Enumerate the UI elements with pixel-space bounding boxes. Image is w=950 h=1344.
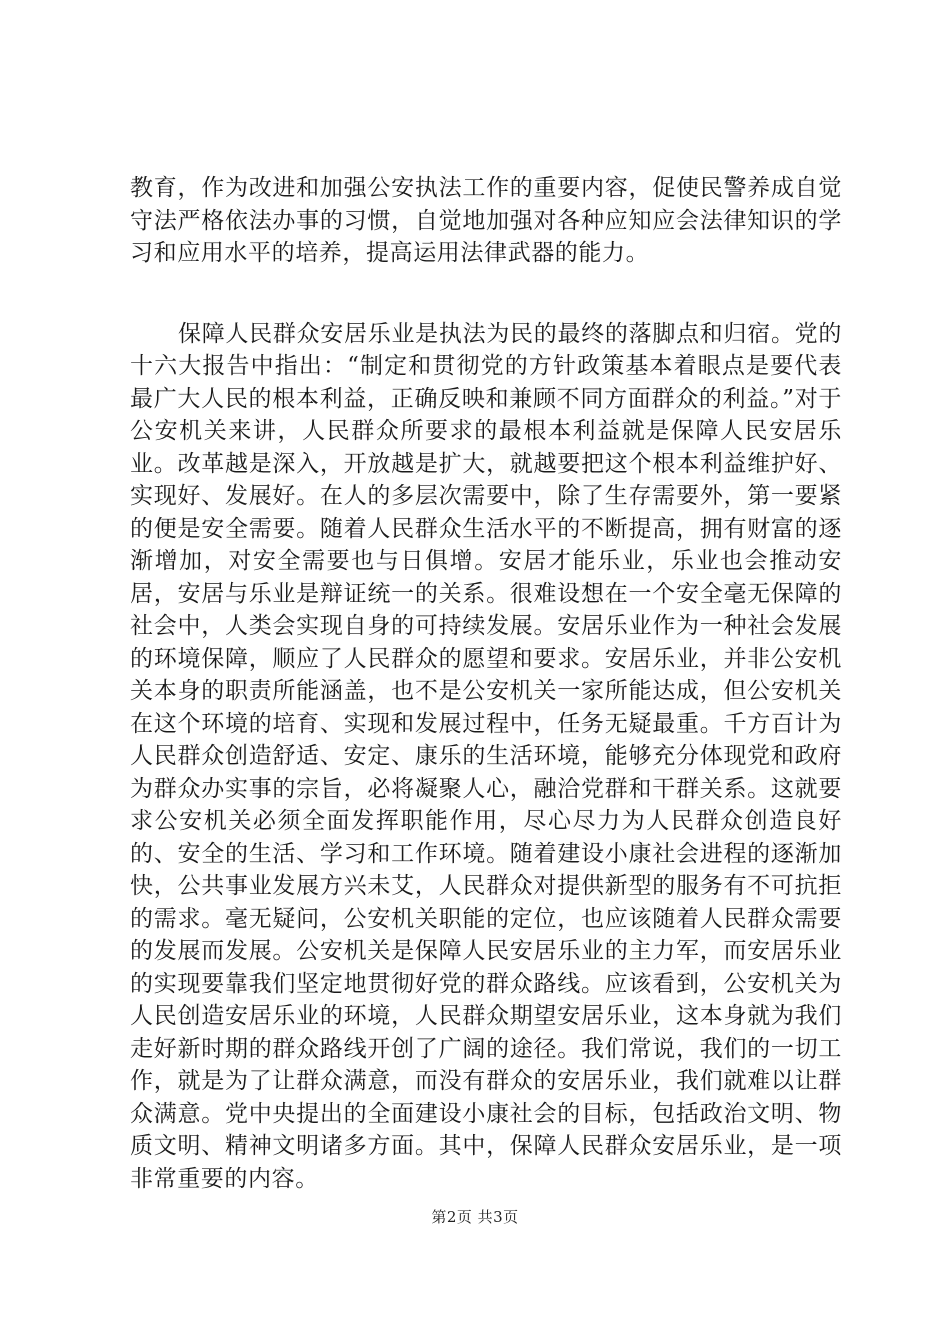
paragraph-main: 保障人民群众安居乐业是执法为民的最终的落脚点和归宿。党的十六大报告中指出：“制定和贯彻党的方针政策基本着眼点是要代表最广大人民的根本利益，正确反映和兼顾不同方面群众的利益。”对于公安机关来讲，人民群众所要求的最根本利益就是保障人民安居乐业。改革越是深入，开放越是扩大，就越要把这个根本利益维护好、实现好、发展好。在人的多层次需要中，除了生存需要外，第一要紧的便是安全需要。随着人民群众生活水平的不断提高，拥有财富的逐渐增加，对安全需要也与日俱增。安居才能乐业，乐业也会推动安居，安居与乐业是辩证统一的关系。很难设想在一个安全毫无保障的社会中，人类会实现自身的可持续发展。安居乐业作为一种社会发展的环境保障，顺应了人民群众的愿望和要求。安居乐业，并非公安机关本身的职责所能涵盖，也不是公安机关一家所能达成，但公安机关在这个环境的培育、实现和发展过程中，任务无疑最重。千方百计为人民群众创造舒适、安定、康乐的生活环境，能够充分体现党和政府为群众办实事的宗旨，必将凝聚人心，融洽党群和干群关系。这就要求公安机关必须全面发挥职能作用，尽心尽力为人民群众创造良好的、安全的生活、学习和工作环境。随着建设小康社会进程的逐渐加快，公共事业发展方兴未艾，人民群众对提供新型的服务有不可抗拒的需求。毫无疑问，公安机关职能的定位，也应该随着人民群众需要的发展而发展。公安机关是保障人民安居乐业的主力军，而安居乐业的实现要靠我们坚定地贯彻好党的群众路线。应该看到，公安机关为人民创造安居乐业的环境，人民群众期望安居乐业，这本身就为我们走好新时期的群众路线开创了广阔的途径。我们常说，我们的一切工作，就是为了让群众满意，而没有群众的安居乐业，我们就难以让群众满意。党中央提出的全面建设小康社会的目标，包括政治文明、物质文明、精神文明诸多方面。其中，保障人民群众安居乐业，是一项非常重要的内容。 [130, 320, 842, 1192]
paragraph-spacer [130, 270, 842, 318]
page-number-footer: 第2页 共3页 [431, 1208, 519, 1226]
paragraph-continued: 教育，作为改进和加强公安执法工作的重要内容，促使民警养成自觉守法严格依法办事的习惯，自觉地加强对各种应知应会法律知识的学习和应用水平的培养，提高运用法律武器的能力。 [130, 175, 842, 266]
document-body [130, 172, 842, 1195]
